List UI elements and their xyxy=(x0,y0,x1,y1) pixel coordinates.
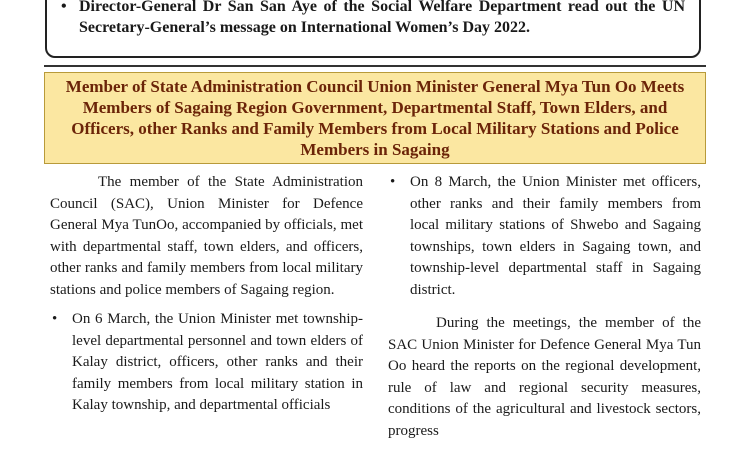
article-column-left xyxy=(50,172,363,417)
bullet-paragraph-8-march: • On 8 March, the Union Minister met officers, other ranks and their family members from local military stations of Shwebo and Sagaing townships, town elders in Sagaing town, and township-level departmental staff in Sagaing district. xyxy=(388,172,701,301)
meetings-paragraph: During the meetings, the member of the SAC Union Minister for Defence General Mya Tun Oo heard the reports on the regional development, rule of law and regional security measures, conditions of the agricultural and livestock sectors, progress xyxy=(388,315,701,439)
intro-paragraph: The member of the State Administration Council (SAC), Union Minister for Defence General Mya TunOo, accompanied by officials, met with departmental staff, town elders, and officers, other ranks and family members from local military stations and police members of Sagaing region. xyxy=(50,174,363,298)
article-headline-banner xyxy=(44,72,706,164)
highlights-box xyxy=(45,0,701,58)
article-column-right xyxy=(388,172,701,442)
highlight-item: • Director-General Dr San San Aye of the Social Welfare Department read out the UN Secretary-General’s message on International Women’s Day 2022. xyxy=(61,0,685,38)
section-divider xyxy=(44,65,706,67)
article-headline: Member of State Administration Council Union Minister General Mya Tun Oo Meets Members of Sagaing Region Government, Departmental Staff, Town Elders, and Officers, other Ranks and Family Members from Local Military Stations and Police Members in Sagaing xyxy=(65,77,685,159)
bullet-paragraph-6-march: • On 6 March, the Union Minister met township-level departmental personnel and town elders of Kalay district, officers, other ranks and their family members from local military station in Kalay township, and departmental officials xyxy=(50,309,363,417)
